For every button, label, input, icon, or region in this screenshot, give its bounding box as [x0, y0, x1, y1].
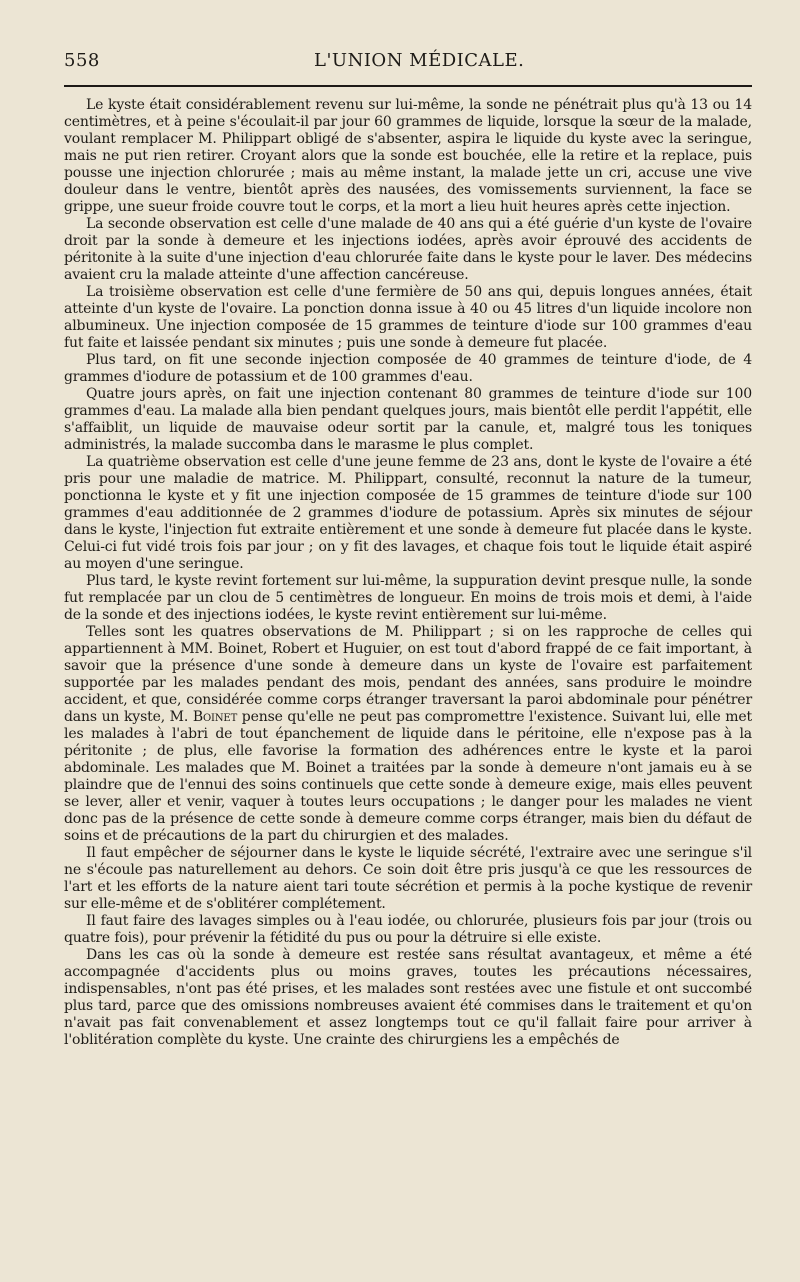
- article-body: [64, 97, 752, 1049]
- paragraph-1: Le kyste était considérablement revenu sur lui-même, la sonde ne pénétrait plus qu'à 13 ou 14 centimètres, et à peine s'écoulait-il par jour 60 grammes de liquide, lorsque la sœur de la malade, voulant remplacer M. Philippart obligé de s'absenter, aspira le liquide du kyste avec la seringue, mais ne put rien retirer. Croyant alors que la sonde est bouchée, elle la retire et la replace, puis pousse une injection chlorurée ; mais au même instant, la malade jette un cri, accuse une vive douleur dans le ventre, bientôt après des nausées, des vomissements surviennent, la face se grippe, une sueur froide couvre tout le corps, et la mort a lieu huit heures après cette injection.: [64, 97, 752, 215]
- paragraph-11: Dans les cas où la sonde à demeure est restée sans résultat avantageux, et même a été accompagnée d'accidents plus ou moins graves, toutes les précautions nécessaires, indispensables, n'ont pas été prises, et les malades sont restées avec une fistule et ont succombé plus tard, parce que des omissions nombreuses avaient été commises dans le traitement et qu'on n'avait pas fait convenablement et assez longtemps tout ce qu'il fallait faire pour arriver à l'oblitération complète du kyste. Une crainte des chirurgiens les a empêchés de: [64, 947, 752, 1048]
- paragraph-5: Quatre jours après, on fait une injection contenant 80 grammes de teinture d'iode sur 100 grammes d'eau. La malade alla bien pendant quelques jours, mais bientôt elle perdit l'appétit, elle s'affaiblit, un liquide de mauvaise odeur sortit par la canule, et, malgré tous les toniques administrés, la malade succomba dans le marasme le plus complet.: [64, 386, 752, 453]
- page-number: 558: [64, 50, 100, 71]
- paragraph-6: La quatrième observation est celle d'une jeune femme de 23 ans, dont le kyste de l'ovaire a été pris pour une maladie de matrice. M. Philippart, consulté, reconnut la nature de la tumeur, ponctionna le kyste et y fit une injection composée de 15 grammes de teinture d'iode sur 100 grammes d'eau additionnée de 2 grammes d'iodure de potassium. Après six minutes de séjour dans le kyste, l'injection fut extraite entièrement et une sonde à demeure fut placée dans le kyste. Celui-ci fut vidé trois fois par jour ; on y fit des lavages, et chaque fois tout le liquide était aspiré au moyen d'une seringue.: [64, 454, 752, 572]
- paragraph-3: La troisième observation est celle d'une fermière de 50 ans qui, depuis longues années, était atteinte d'un kyste de l'ovaire. La ponction donna issue à 40 ou 45 litres d'un liquide incolore non albumineux. Une injection composée de 15 grammes de teinture d'iode sur 100 grammes d'eau fut faite et laissée pendant six minutes ; puis une sonde à demeure fut placée.: [64, 284, 752, 351]
- paragraph-8-part-2: pense qu'elle ne peut pas compromettre l'existence. Suivant lui, elle met les malades à l'abri de tout épanchement de liquide dans le péritoine, elle n'expose pas à la péritonite ; de plus, elle favorise la formation des adhérences entre le kyste et la paroi abdominale. Les malades que M. Boinet a traitées par la sonde à demeure n'ont jamais eu à se plaindre que de l'ennui des soins continuels que cette sonde à demeure exige, mais elles peuvent se lever, aller et venir, vaquer à toutes leurs occupations ; le danger pour les malades ne vient donc pas de la présence de cette sonde à demeure comme corps étranger, mais bien du défaut de soins et de précautions de la part du chirurgien et des malades.: [64, 709, 752, 844]
- paragraph-2: La seconde observation est celle d'une malade de 40 ans qui a été guérie d'un kyste de l'ovaire droit par la sonde à demeure et les injections iodées, après avoir éprouvé des accidents de péritonite à la suite d'une injection d'eau chlorurée faite dans le kyste pour le laver. Des médecins avaient cru la malade atteinte d'une affection cancéreuse.: [64, 216, 752, 283]
- paragraph-4: Plus tard, on fit une seconde injection composée de 40 grammes de teinture d'iode, de 4 grammes d'iodure de potassium et de 100 grammes d'eau.: [64, 352, 752, 385]
- paragraph-10: Il faut faire des lavages simples ou à l'eau iodée, ou chlorurée, plusieurs fois par jour (trois ou quatre fois), pour prévenir la fétidité du pus ou pour la détruire si elle existe.: [64, 913, 752, 946]
- running-header: [64, 50, 752, 71]
- paragraph-8: [64, 624, 752, 845]
- paragraph-9: Il faut empêcher de séjourner dans le kyste le liquide sécrété, l'extraire avec une seringue s'il ne s'écoule pas naturellement au dehors. Ce soin doit être pris jusqu'à ce que les ressources de l'art et les efforts de la nature aient tari toute sécrétion et permis à la poche kystique de revenir sur elle-même et de s'oblitérer complétement.: [64, 845, 752, 912]
- header-rule: [64, 85, 752, 87]
- author-name-boinet: Boinet: [192, 709, 238, 725]
- journal-title: L'UNION MÉDICALE.: [314, 50, 525, 71]
- paragraph-8-part-1: Telles sont les quatres observations de M. Philippart ; si on les rapproche de celles qui appartiennent à MM. Boinet, Robert et Huguier, on est tout d'abord frappé de ce fait important, à savoir que la présence d'une sonde à demeure dans un kyste de l'ovaire est parfaitement supportée par les malades pendant des mois, pendant des années, sans produire le moindre accident, et que, considérée comme corps étranger traversant la paroi abdominale pour pénétrer dans un kyste, M.: [64, 624, 752, 725]
- paragraph-7: Plus tard, le kyste revint fortement sur lui-même, la suppuration devint presque nulle, la sonde fut remplacée par un clou de 5 centimètres de longueur. En moins de trois mois et demi, à l'aide de la sonde et des injections iodées, le kyste revint entièrement sur lui-même.: [64, 573, 752, 623]
